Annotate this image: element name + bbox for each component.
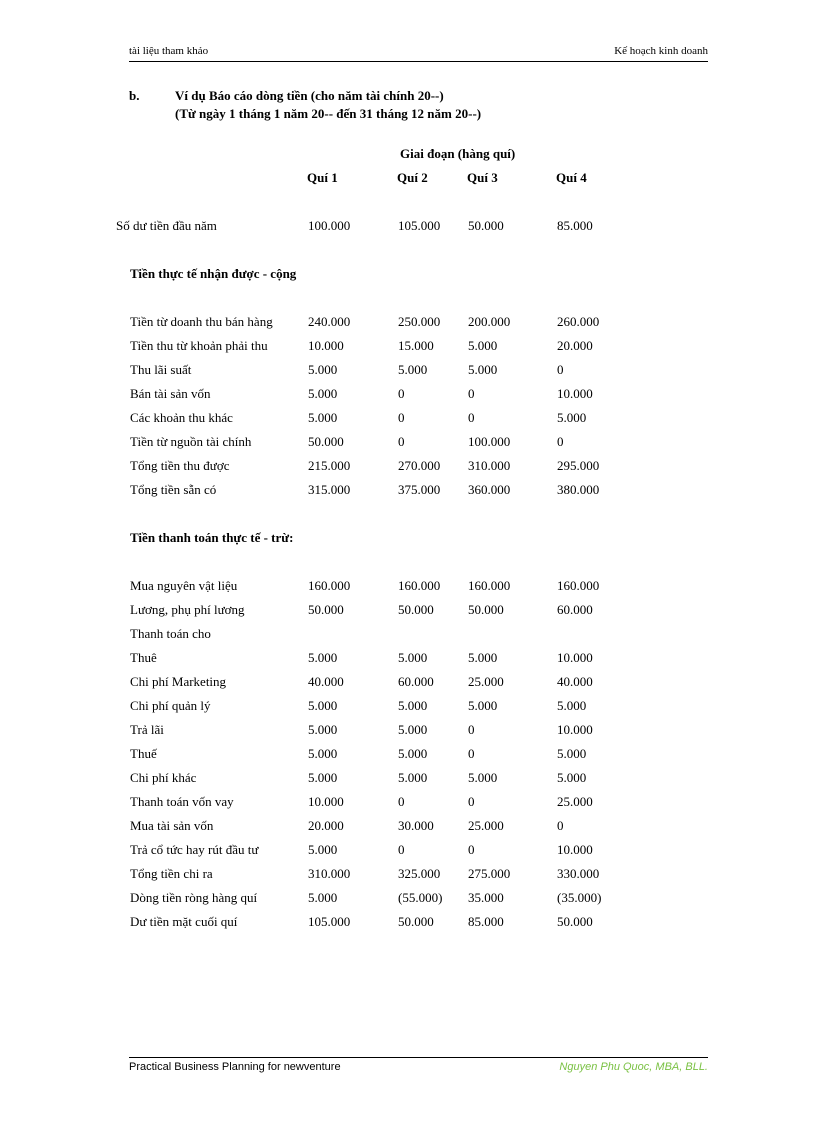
- row-label: Số dư tiền đầu năm: [116, 218, 217, 233]
- cell-q4: 380.000: [557, 482, 600, 497]
- column-header-q1: Quí 1: [307, 170, 338, 185]
- cell-q3: 35.000: [468, 890, 504, 905]
- row-label: Tiền thu từ khoản phải thu: [130, 338, 268, 353]
- cell-q2: 0: [398, 842, 405, 857]
- row-label: Dư tiền mặt cuối quí: [130, 914, 238, 929]
- payments-section-title: Tiền thanh toán thực tế - trừ:: [130, 530, 294, 545]
- cell-q3: 5.000: [468, 338, 498, 353]
- cell-q4: 5.000: [557, 746, 587, 761]
- cell-q1: 160.000: [308, 578, 351, 593]
- section-number: b.: [129, 88, 140, 103]
- row-label: Bán tài sản vốn: [130, 386, 211, 401]
- cell-q2: 5.000: [398, 698, 428, 713]
- cell-q4: 40.000: [557, 674, 593, 689]
- cell-q2: 0: [398, 410, 405, 425]
- cell-q1: 5.000: [308, 770, 338, 785]
- cell-q4: 50.000: [557, 914, 593, 929]
- cell-q3: 0: [468, 386, 475, 401]
- cell-q2: 0: [398, 434, 405, 449]
- cell-q1: 5.000: [308, 410, 338, 425]
- cell-q3: 360.000: [468, 482, 511, 497]
- cell-q3: 5.000: [468, 650, 498, 665]
- cell-q2: 270.000: [398, 458, 441, 473]
- cell-q1: 310.000: [308, 866, 351, 881]
- cell-q2: 30.000: [398, 818, 434, 833]
- column-header-q3: Quí 3: [467, 170, 498, 185]
- header-left-text: tài liệu tham khảo: [129, 45, 209, 57]
- row-label: Dòng tiền ròng hàng quí: [130, 890, 258, 905]
- cell-q4: 20.000: [557, 338, 593, 353]
- footer-left-text: Practical Business Planning for newventure: [129, 1061, 341, 1073]
- cell-q1: 10.000: [308, 338, 344, 353]
- cell-q4: 0: [557, 818, 564, 833]
- row-label: Chi phí quản lý: [130, 698, 211, 713]
- row-label: Chi phí khác: [130, 770, 197, 785]
- title-line-1: Ví dụ Báo cáo dòng tiền (cho năm tài chính 20--): [175, 88, 444, 103]
- cell-q1: 5.000: [308, 650, 338, 665]
- row-label: Thanh toán vốn vay: [130, 794, 234, 809]
- row-label: Thuế: [130, 746, 157, 761]
- cell-q2: 160.000: [398, 578, 441, 593]
- row-label: Các khoản thu khác: [130, 410, 233, 425]
- cell-q1: 5.000: [308, 362, 338, 377]
- footer-author: Nguyen Phu Quoc, MBA, BLL.: [559, 1061, 708, 1073]
- cell-q1: 5.000: [308, 842, 338, 857]
- cell-q2: 60.000: [398, 674, 434, 689]
- cell-q4: 0: [557, 362, 564, 377]
- cell-q1: 20.000: [308, 818, 344, 833]
- row-label: Trả lãi: [130, 722, 164, 737]
- cell-q4: 295.000: [557, 458, 600, 473]
- cell-q1: 40.000: [308, 674, 344, 689]
- cell-q3: 100.000: [468, 434, 511, 449]
- row-label: Tổng tiền sẵn có: [130, 482, 217, 497]
- cell-q1: 215.000: [308, 458, 351, 473]
- title-line-2: (Từ ngày 1 tháng 1 năm 20-- đến 31 tháng 12 năm 20--): [175, 106, 482, 121]
- cell-q2: 375.000: [398, 482, 441, 497]
- header-right-text: Kế hoạch kinh doanh: [614, 45, 708, 57]
- row-label: Thu lãi suất: [130, 362, 192, 377]
- row-label: Trả cổ tức hay rút đầu tư: [130, 842, 259, 857]
- cell-q2: 250.000: [398, 314, 441, 329]
- cell-q3: 5.000: [468, 770, 498, 785]
- cell-q3: 0: [468, 722, 475, 737]
- cell-q4: 25.000: [557, 794, 593, 809]
- row-label: Thuê: [130, 650, 157, 665]
- cell-q3: 0: [468, 746, 475, 761]
- cell-q3: 275.000: [468, 866, 511, 881]
- period-header: Giai đoạn (hàng quí): [400, 146, 516, 161]
- cell-q4: 10.000: [557, 722, 593, 737]
- cell-q2: 50.000: [398, 602, 434, 617]
- cell-q1: 5.000: [308, 746, 338, 761]
- cell-q4: 330.000: [557, 866, 600, 881]
- cell-q3: 310.000: [468, 458, 511, 473]
- cell-q1: 5.000: [308, 386, 338, 401]
- cell-q2: (55.000): [398, 890, 443, 905]
- column-header-q4: Quí 4: [556, 170, 587, 185]
- cell-q2: 15.000: [398, 338, 434, 353]
- cell-q1: 315.000: [308, 482, 351, 497]
- cell-q2: 5.000: [398, 650, 428, 665]
- cell-q2: 325.000: [398, 866, 441, 881]
- cell-q2: 105.000: [398, 218, 441, 233]
- cell-q3: 50.000: [468, 602, 504, 617]
- cell-q3: 50.000: [468, 218, 504, 233]
- cell-q3: 85.000: [468, 914, 504, 929]
- cell-q2: 50.000: [398, 914, 434, 929]
- cell-q2: 5.000: [398, 722, 428, 737]
- cell-q4: 5.000: [557, 770, 587, 785]
- cell-q4: 85.000: [557, 218, 593, 233]
- cell-q2: 5.000: [398, 746, 428, 761]
- cell-q3: 200.000: [468, 314, 511, 329]
- row-label: Mua nguyên vật liệu: [130, 578, 238, 593]
- page-header: [129, 43, 708, 62]
- cell-q1: 240.000: [308, 314, 351, 329]
- cell-q1: 5.000: [308, 722, 338, 737]
- row-label: Tổng tiền thu được: [130, 458, 230, 473]
- page-footer: [129, 1057, 708, 1076]
- row-label: Tiền từ nguồn tài chính: [130, 434, 252, 449]
- cell-q4: 5.000: [557, 410, 587, 425]
- cell-q3: 5.000: [468, 362, 498, 377]
- cell-q1: 5.000: [308, 890, 338, 905]
- receipts-section-title: Tiền thực tế nhận được - cộng: [130, 266, 297, 281]
- cell-q3: 0: [468, 842, 475, 857]
- cell-q2: 5.000: [398, 362, 428, 377]
- cell-q2: 0: [398, 386, 405, 401]
- cell-q1: 50.000: [308, 602, 344, 617]
- column-header-q2: Quí 2: [397, 170, 428, 185]
- cell-q2: 0: [398, 794, 405, 809]
- cell-q1: 5.000: [308, 698, 338, 713]
- row-label: Thanh toán cho: [130, 626, 211, 641]
- cell-q1: 105.000: [308, 914, 351, 929]
- cell-q4: 160.000: [557, 578, 600, 593]
- cell-q3: 25.000: [468, 674, 504, 689]
- row-label: Lương, phụ phí lương: [130, 602, 245, 617]
- cell-q1: 10.000: [308, 794, 344, 809]
- row-label: Chi phí Marketing: [130, 674, 227, 689]
- cell-q4: 260.000: [557, 314, 600, 329]
- cell-q4: 60.000: [557, 602, 593, 617]
- cell-q3: 5.000: [468, 698, 498, 713]
- cell-q4: 0: [557, 434, 564, 449]
- cell-q3: 160.000: [468, 578, 511, 593]
- row-label: Tổng tiền chi ra: [130, 866, 213, 881]
- row-label: Mua tài sản vốn: [130, 818, 214, 833]
- cell-q1: 50.000: [308, 434, 344, 449]
- cell-q4: 10.000: [557, 386, 593, 401]
- cell-q4: (35.000): [557, 890, 602, 905]
- cell-q4: 10.000: [557, 842, 593, 857]
- cell-q4: 10.000: [557, 650, 593, 665]
- row-label: Tiền từ doanh thu bán hàng: [130, 314, 273, 329]
- cell-q3: 0: [468, 410, 475, 425]
- cell-q3: 25.000: [468, 818, 504, 833]
- cell-q1: 100.000: [308, 218, 351, 233]
- cell-q2: 5.000: [398, 770, 428, 785]
- cell-q3: 0: [468, 794, 475, 809]
- cell-q4: 5.000: [557, 698, 587, 713]
